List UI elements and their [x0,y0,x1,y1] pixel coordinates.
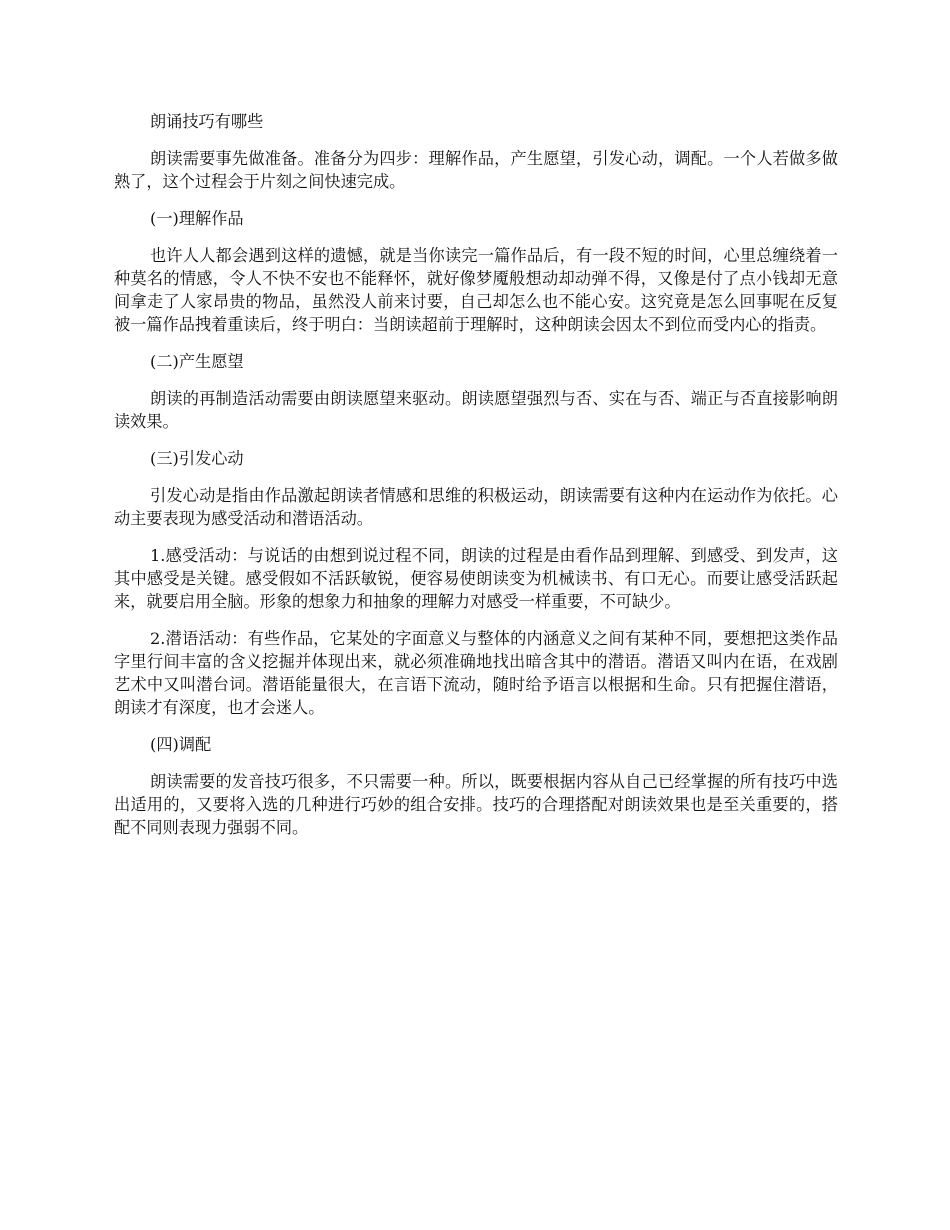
section-heading-heart: (三)引发心动 [150,449,244,468]
subtext-activity-paragraph: 2.潜语活动：有些作品，它某处的字面意义与整体的内涵意义之间有某种不同，要想把这类作品字里行间丰富的含义挖掘并体现出来，就必须准确地找出暗含其中的潜语。潜语又叫内在语，在戏剧艺术中又叫潜台词。潜语能量很大，在言语下流动，随时给予语言以根据和生命。只有把握住潜语，朗读才有深度，也才会迷人。 [114,629,838,717]
desire-paragraph: 朗读的再制造活动需要由朗读愿望来驱动。朗读愿望强烈与否、实在与否、端正与否直接影响朗读效果。 [114,389,838,431]
section-heading-desire: (二)产生愿望 [150,352,244,371]
document-body [114,110,838,853]
section-heading-understand: (一)理解作品 [150,209,244,228]
document-title: 朗诵技巧有哪些 [150,112,264,131]
arrange-paragraph: 朗读需要的发音技巧很多，不只需要一种。所以，既要根据内容从自己已经掌握的所有技巧中选出适用的，又要将入选的几种进行巧妙的组合安排。技巧的合理搭配对朗读效果也是至关重要的，搭配不同则表现力强弱不同。 [114,772,838,837]
understand-paragraph: 也许人人都会遇到这样的遗憾，就是当你读完一篇作品后，有一段不短的时间，心里总缠绕着一种莫名的情感，令人不快不安也不能释怀，就好像梦魇般想动却动弹不得，又像是付了点小钱却无意间拿走了人家昂贵的物品，虽然没人前来讨要，自己却怎么也不能心安。这究竟是怎么回事呢在反复被一篇作品拽着重读后，终于明白：当朗读超前于理解时，这种朗读会因太不到位而受内心的指责。 [114,246,838,334]
intro-paragraph: 朗读需要事先做准备。准备分为四步：理解作品，产生愿望，引发心动，调配。一个人若做多做熟了，这个过程会于片刻之间快速完成。 [114,149,838,191]
section-heading-arrange: (四)调配 [150,735,212,754]
feeling-activity-paragraph: 1.感受活动：与说话的由想到说过程不同，朗读的过程是由看作品到理解、到感受、到发声，这其中感受是关键。感受假如不活跃敏锐，便容易使朗读变为机械读书、有口无心。而要让感受活跃起来，就要启用全脑。形象的想象力和抽象的理解力对感受一样重要，不可缺少。 [114,546,838,611]
heart-paragraph: 引发心动是指由作品激起朗读者情感和思维的积极运动，朗读需要有这种内在运动作为依托。心动主要表现为感受活动和潜语活动。 [114,486,838,528]
